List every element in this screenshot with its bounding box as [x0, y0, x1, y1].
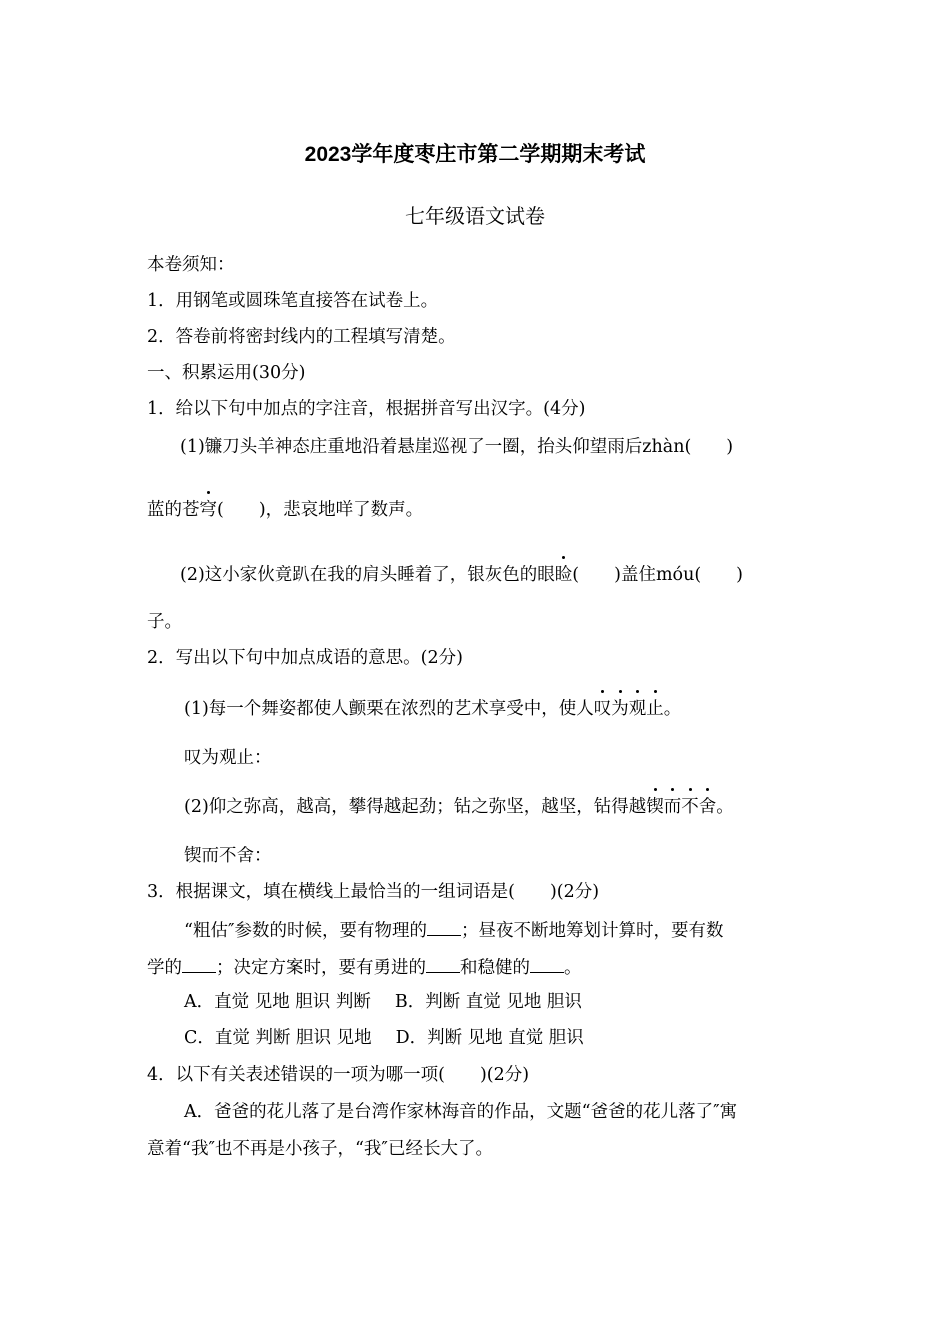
exam-title — [0, 138, 950, 168]
exam-title-year: 2023 — [304, 143, 352, 166]
notice-item-2: 2．答卷前将密封线内的工程填写清楚。 — [147, 327, 456, 347]
q3-option-d: D．判断 见地 直觉 胆识 — [395, 1028, 584, 1048]
dotted-char: 观 — [628, 699, 647, 719]
fill-blank — [530, 954, 564, 973]
q3-text-2c: 和稳健的 — [460, 958, 530, 978]
q3-text-1a: “粗估″参数的时候，要有物理的 — [184, 921, 427, 941]
q3-stem: 3．根据课文，填在横线上最恰当的一组词语是( )(2分) — [147, 882, 600, 902]
q3-text-2a: 学的 — [147, 958, 182, 978]
q2-answer-1: 叹为观止： — [184, 748, 272, 768]
dotted-char: 为 — [611, 699, 629, 719]
q3-options-row-2 — [184, 1026, 584, 1050]
q2-sentence-2 — [184, 795, 734, 819]
q2-s1-text-b: 。 — [663, 699, 682, 719]
q3-text-line-2 — [147, 954, 582, 980]
dotted-char: 而 — [663, 797, 682, 817]
q1-s1-text-a: 蓝的苍 — [147, 500, 200, 520]
q1-sentence-2-line-1 — [180, 563, 743, 587]
q1-s2-text-b: ( )盖住móu( ) — [572, 565, 744, 585]
dotted-char: 锲 — [646, 797, 664, 817]
q1-stem: 1．给以下句中加点的字注音，根据拼音写出汉字。(4分) — [147, 399, 586, 419]
q1-sentence-2-line-2: 子。 — [147, 612, 182, 632]
q1-s2-text-a: (2)这小家伙竟趴在我的肩头睡着了，银灰色的眼 — [180, 565, 555, 585]
q3-option-b: B．判断 直觉 见地 胆识 — [394, 992, 582, 1012]
dotted-char: 不 — [681, 797, 699, 817]
dotted-char: 穹 — [199, 500, 217, 520]
exam-title-text: 学年度枣庄市第二学期期末考试 — [351, 142, 646, 166]
q1-s1-text-b: ( )，悲哀地咩了数声。 — [217, 500, 424, 520]
fill-blank — [182, 954, 216, 973]
dotted-char: 睑 — [554, 565, 573, 585]
fill-blank — [427, 917, 461, 936]
q1-sentence-1-line-2 — [147, 498, 423, 522]
notice-item-1: 1．用钢笔或圆珠笔直接答在试卷上。 — [147, 291, 439, 311]
q3-text-line-1 — [184, 917, 723, 943]
q3-text-2b: ；决定方案时，要有勇进的 — [216, 958, 426, 978]
fill-blank — [426, 954, 460, 973]
q3-options-row-1 — [184, 990, 582, 1014]
q3-text-1b: ；昼夜不断地筹划计算时，要有数 — [460, 921, 724, 941]
q4-stem: 4．以下有关表述错误的一项为哪一项( )(2分) — [147, 1065, 530, 1085]
q2-stem: 2．写出以下句中加点成语的意思。(2分) — [147, 648, 463, 668]
section-1-heading: 一、积累运用(30分) — [147, 363, 306, 383]
q3-text-2d: 。 — [564, 958, 582, 978]
q4-option-a-line-2: 意着“我″也不再是小孩子，“我″已经长大了。 — [147, 1139, 493, 1159]
dotted-char: 舍 — [698, 797, 717, 817]
q2-s1-text-a: (1)每一个舞姿都使人颤栗在浓烈的艺术享受中，使人 — [184, 699, 594, 719]
q2-s2-text-a: (2)仰之弥高，越高，攀得越起劲；钻之弥坚，越坚，钻得越 — [184, 797, 647, 817]
q3-option-a: A．直觉 见地 胆识 判断 — [184, 992, 371, 1012]
q2-answer-2: 锲而不舍： — [184, 846, 272, 866]
q3-option-c: C．直觉 判断 胆识 见地 — [184, 1028, 372, 1048]
q2-sentence-1 — [184, 697, 681, 721]
dotted-char: 叹 — [593, 699, 612, 719]
q4-option-a-line-1: A．爸爸的花儿落了是台湾作家林海音的作品，文题“爸爸的花儿落了″寓 — [184, 1102, 738, 1122]
exam-subtitle: 七年级语文试卷 — [405, 204, 545, 228]
q1-sentence-1-line-1: (1)镰刀头羊神态庄重地沿着悬崖巡视了一圈，抬头仰望雨后zhàn( ) — [180, 437, 734, 457]
notice-heading: 本卷须知： — [147, 255, 235, 275]
dotted-char: 止 — [646, 699, 664, 719]
q2-s2-text-b: 。 — [716, 797, 734, 817]
